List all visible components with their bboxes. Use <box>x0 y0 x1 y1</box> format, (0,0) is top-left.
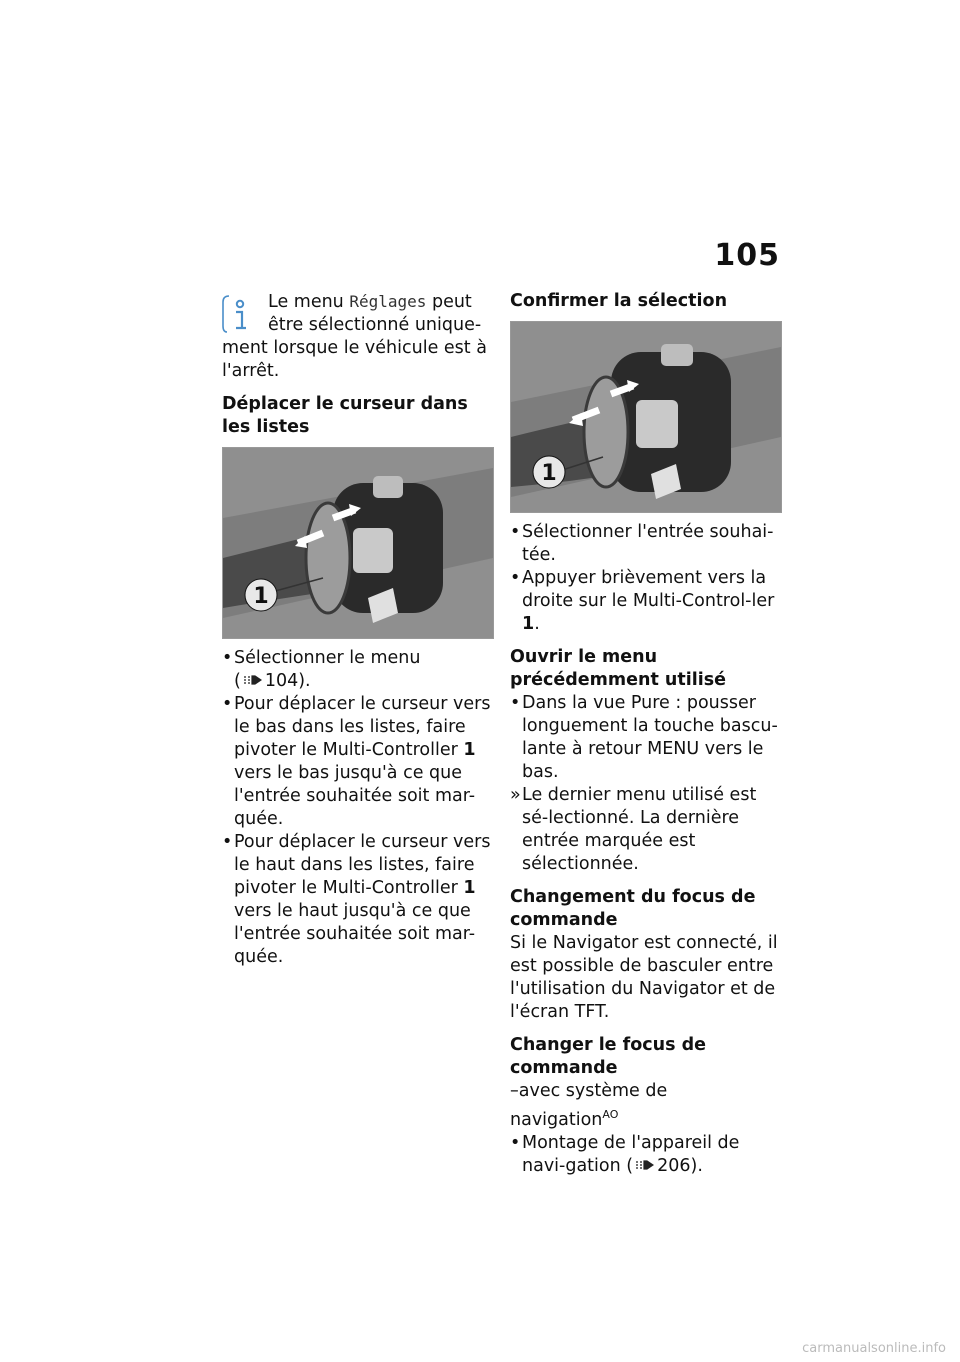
right-column <box>510 290 780 1178</box>
list-item: • Montage de l'appareil de navi-gation ( 206). <box>510 1132 740 1176</box>
list-item: • Pour déplacer le curseur vers le haut dans les listes, faire pivoter le Multi-Controller 1 vers le haut jusqu'à ce que l'entrée souhaitée soit mar-quée. <box>222 832 491 967</box>
photo-callout-1: 1 <box>253 584 269 609</box>
bullet-icon: • <box>510 568 521 588</box>
photo-callout-1-right: 1 <box>541 461 557 486</box>
bullet-icon: • <box>510 522 521 542</box>
footer-watermark: carmanualsonline.info <box>802 1341 946 1356</box>
list-item: » Le dernier menu utilisé est sé-lectionné. La dernière entrée marquée est sélectionnée. <box>510 785 757 874</box>
list-item: • Sélectionner le menu ( 104). <box>222 648 421 691</box>
previous-menu-steps <box>510 692 780 876</box>
change-focus-steps <box>510 1132 780 1178</box>
option-line: –avec système de navigation$^{AO}$ <box>510 1081 668 1130</box>
list-item: • Pour déplacer le curseur vers le bas dans les listes, faire pivoter le Multi-Controller 1 vers le bas jusqu'à ce que l'entrée souhaitée soit mar-quée. <box>222 694 491 829</box>
page-number: 105 <box>714 238 780 273</box>
multi-controller-photo <box>222 447 494 639</box>
section-heading-confirm: Confirmer la sélection <box>510 291 728 311</box>
list-item: • Sélectionner l'entrée souhai-tée. <box>510 522 774 565</box>
bullet-icon: • <box>222 832 233 852</box>
left-column <box>222 290 492 969</box>
left-steps-list <box>222 647 492 969</box>
right-steps-list <box>510 521 780 636</box>
info-note <box>222 290 492 337</box>
focus-change-paragraph: Si le Navigator est connecté, il est possible de basculer entre l'utilisation du Navigator et de l'écran TFT. <box>510 933 778 1022</box>
section-heading-open-previous: Ouvrir le menu précédemment utilisé <box>510 647 727 690</box>
section-heading-move-cursor: Déplacer le curseur dans les listes <box>222 394 468 437</box>
section-heading-change-focus: Changer le focus de commande <box>510 1035 707 1078</box>
bullet-icon: • <box>510 1132 521 1153</box>
info-note-text: Le menu Réglages peut être sélectionné unique- <box>268 292 482 335</box>
bullet-icon: • <box>510 693 521 713</box>
list-item: • Dans la vue Pure : pousser longuement la touche bascu-lante à retour MENU vers le bas. <box>510 693 778 782</box>
list-item: • Appuyer brièvement vers la droite sur le Multi-Control-ler 1. <box>510 568 775 634</box>
bullet-icon: • <box>222 648 233 668</box>
multi-controller-press-photo <box>510 321 782 513</box>
bullet-icon: • <box>222 694 233 714</box>
result-mark: » <box>510 785 521 805</box>
section-heading-focus-change: Changement du focus de commande <box>510 887 756 930</box>
info-note-icon <box>222 292 258 334</box>
page-reference-arrow-icon <box>244 675 262 685</box>
info-note-text-continued: ment lorsque le véhicule est à l'arrêt. <box>222 338 487 381</box>
page-reference-arrow-icon <box>636 1160 654 1170</box>
settings-menu-code: Réglages <box>349 292 427 311</box>
